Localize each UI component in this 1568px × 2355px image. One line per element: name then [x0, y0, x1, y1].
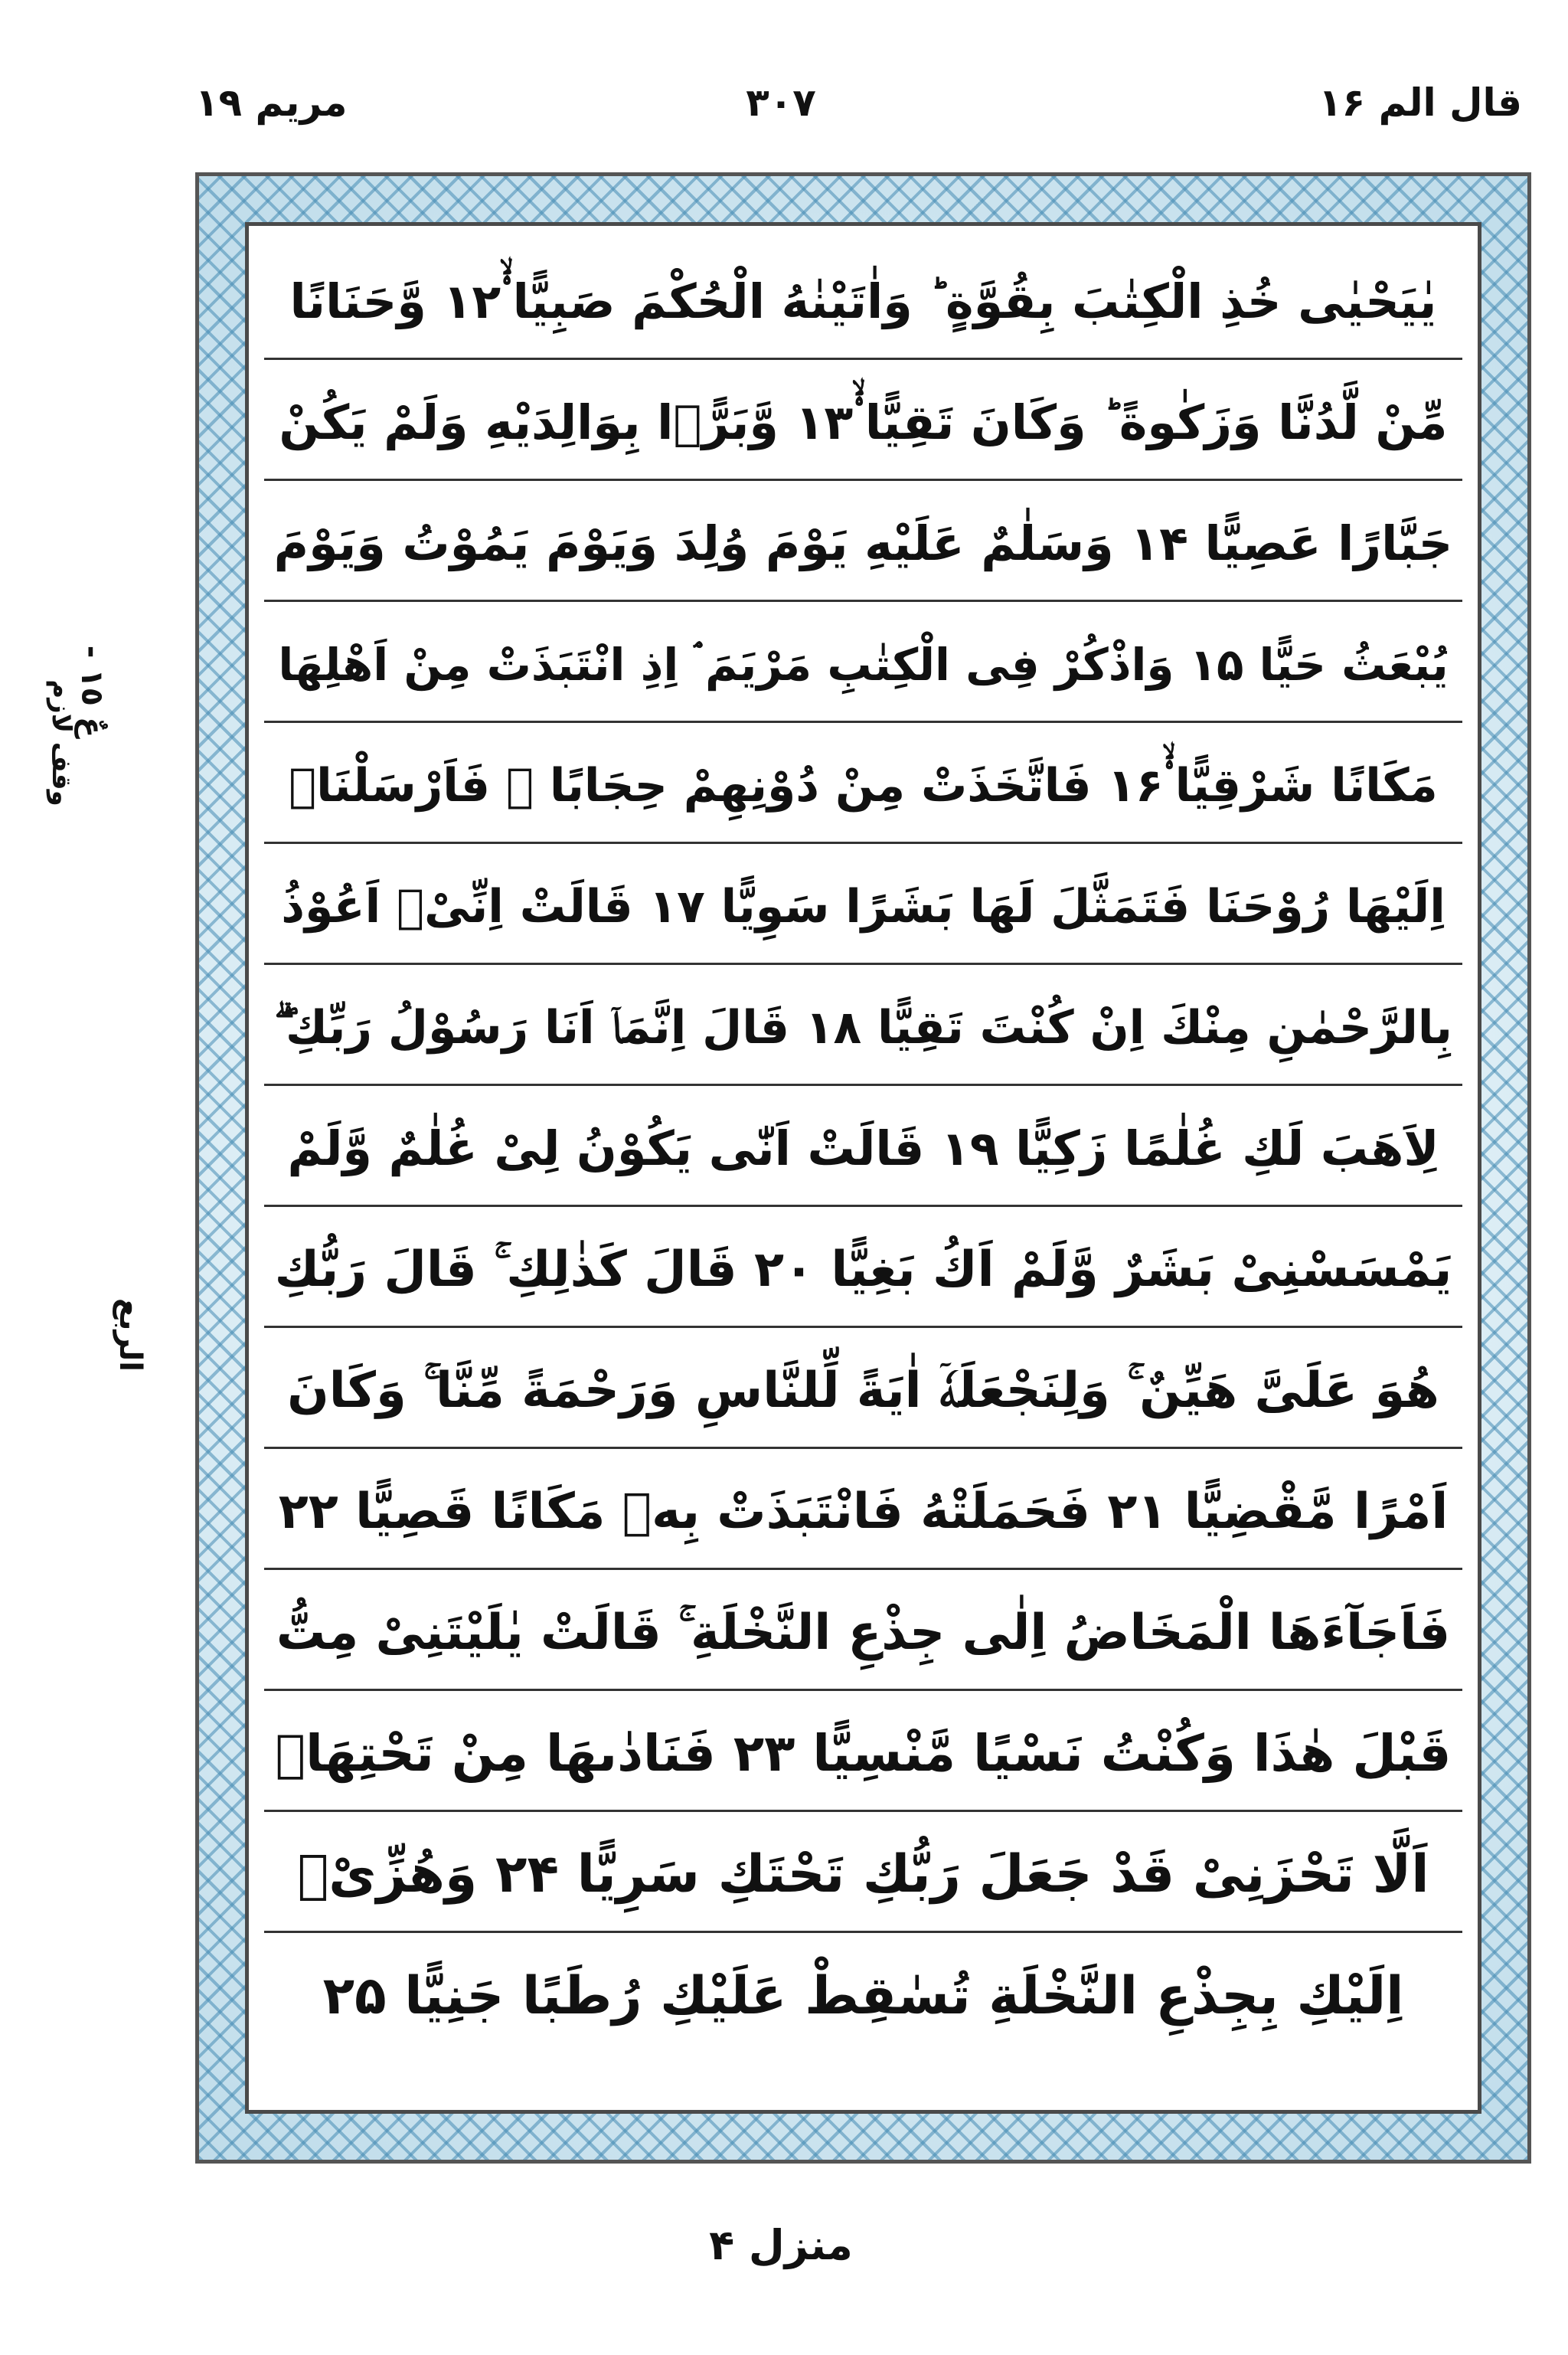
verse-line: لِاَهَبَ لَكِ غُلٰمًا زَكِیًّا ۱۹ قَالَتْ اَنّٰی یَكُوْنُ لِیْ غُلٰمٌ وَّلَمْ	[264, 1092, 1462, 1207]
verse-line: یَمْسَسْنِیْ بَشَرٌ وَّلَمْ اَكُ بَغِیًّا ۲۰ قَالَ كَذٰلِكِ ۚ قَالَ رَبُّكِ	[264, 1213, 1462, 1328]
page-number: ۳۰۷	[746, 80, 816, 125]
ruku-marker: عٌ ١٥ -	[74, 645, 109, 738]
verse-line: مَكَانًا شَرْقِیًّا ۟ۙ۱۶ فَاتَّخَذَتْ مِنْ دُوْنِهِمْ حِجَابًا ۫ فَاَرْسَلْنَاۤ	[264, 729, 1462, 844]
surah-name-header: مریم ۱۹	[195, 80, 348, 125]
verse-line: فَاَجَآءَهَا الْمَخَاضُ اِلٰی جِذْعِ النَّخْلَةِ ۚ قَالَتْ یٰلَیْتَنِیْ مِتُّ	[264, 1576, 1462, 1691]
verse-line: اِلَیْهَا رُوْحَنَا فَتَمَثَّلَ لَهَا بَشَرًا سَوِیًّا ۱۷ قَالَتْ اِنِّیْۤ اَعُوْذُ	[264, 850, 1462, 965]
verse-line: بِالرَّحْمٰنِ مِنْكَ اِنْ كُنْتَ تَقِیًّا ۱۸ قَالَ اِنَّمَاۤ اَنَا رَسُوْلُ رَبِّكِ ۖۗ	[264, 971, 1462, 1086]
verse-line: یٰیَحْیٰی خُذِ الْكِتٰبَ بِقُوَّةٍ ؕ وَاٰتَیْنٰهُ الْحُكْمَ صَبِیًّا ۟ۙ۱۲ وَّحَنَانًا	[264, 245, 1462, 360]
waqf-lazim-note: وقف لازم	[46, 679, 77, 806]
verse-line: جَبَّارًا عَصِیًّا ۱۴ وَسَلٰمٌ عَلَیْهِ یَوْمَ وُلِدَ وَیَوْمَ یَمُوْتُ وَیَوْمَ	[264, 487, 1462, 602]
verse-line: اِلَیْكِ بِجِذْعِ النَّخْلَةِ تُسٰقِطْ عَلَیْكِ رُطَبًا جَنِیًّا ۲۵	[322, 1966, 1404, 2026]
verse-line: قَبْلَ هٰذَا وَكُنْتُ نَسْیًا مَّنْسِیًّا ۲۳ فَنَادٰىهَا مِنْ تَحْتِهَاۤ	[264, 1697, 1462, 1812]
manzil-footer: منزل ۴	[709, 2221, 853, 2269]
verse-line: هُوَ عَلَیَّ هَیِّنٌ ۚ وَلِنَجْعَلَهٗۤ اٰیَةً لِّلنَّاسِ وَرَحْمَةً مِّنَّا ۚ وَكَانَ	[264, 1334, 1462, 1449]
verse-line: اَلَّا تَحْزَنِیْ قَدْ جَعَلَ رَبُّكِ تَحْتَكِ سَرِیًّا ۲۴ وَهُزِّیْۤ	[264, 1818, 1462, 1933]
verse-line: یُبْعَثُ حَیًّا ۱۵ وَاذْكُرْ فِی الْكِتٰبِ مَرْیَمَ ۘ اِذِ انْتَبَذَتْ مِنْ اَهْلِهَا	[264, 608, 1462, 723]
juz-name-header: قال الم ۱۶	[1318, 80, 1522, 125]
quarter-marker: الربع	[113, 1298, 148, 1372]
verse-line: مِّنْ لَّدُنَّا وَزَكٰوةً ؕ وَكَانَ تَقِیًّا ۟ۙ۱۳ وَّبَرًّۢا بِوَالِدَیْهِ وَلَمْ یَكُنْ	[264, 366, 1462, 481]
verse-line: اَمْرًا مَّقْضِیًّا ۲۱ فَحَمَلَتْهُ فَانْتَبَذَتْ بِهٖ مَكَانًا قَصِیًّا ۲۲	[264, 1455, 1462, 1570]
